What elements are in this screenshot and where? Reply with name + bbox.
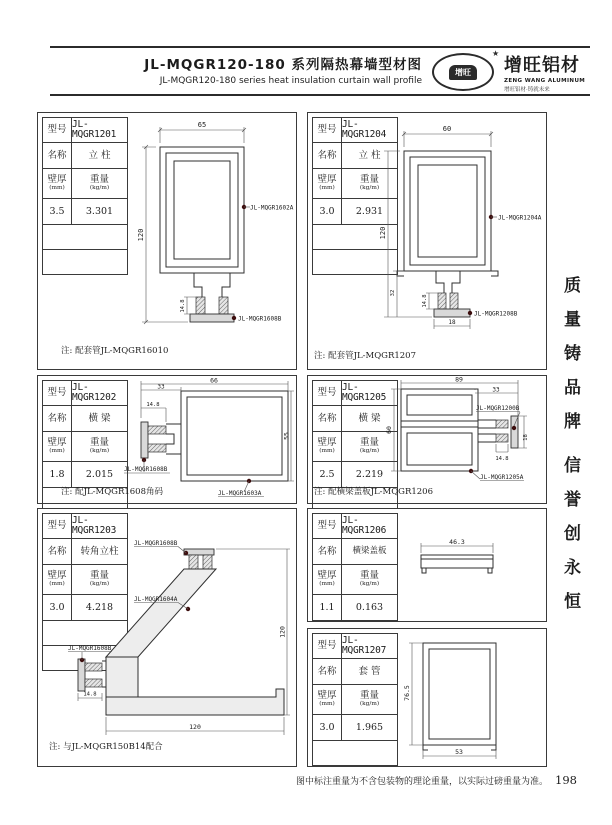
name-value: 套 管 (358, 665, 381, 677)
thickness-value: 3.0 (313, 199, 342, 224)
brand-slogan: 增旺铝材·铸就未来 (504, 87, 550, 93)
part-label-a: JL-MQGR1200B (476, 405, 520, 412)
thickness-value: 3.0 (43, 595, 72, 620)
dim-small: 14.8 (83, 691, 97, 698)
name-value: 横 梁 (358, 412, 381, 424)
thickness-header: 壁厚 (mm) (313, 565, 342, 594)
weight-value: 2.015 (85, 468, 114, 480)
footer-note: 图中标注重量为不含包装物的理论重量，以实际过磅重量为准。 (296, 777, 549, 787)
dim-top: 65 (197, 121, 207, 129)
dim-bottom: 120 (189, 723, 201, 731)
model-header: 型号 (43, 381, 72, 405)
name-value: 转角立柱 (80, 545, 119, 557)
panel-note: 注: 与JL-MQGR150B14配合 (49, 742, 163, 752)
weight-value: 2.931 (355, 205, 384, 217)
profile-drawing-1206 (308, 509, 546, 621)
model-header: 型号 (313, 634, 342, 658)
profile-panel-1204 (307, 112, 547, 370)
part-label-b: JL-MQGR1603A (218, 490, 262, 497)
weight-header: 重量 (kg/m) (359, 570, 380, 588)
part-label-mid: JL-MQGR1604A (134, 596, 178, 603)
model-header: 型号 (313, 118, 342, 142)
weight-header: 重量 (kg/m) (359, 437, 380, 455)
header-rule-bottom (50, 94, 590, 96)
page-subtitle: JL-MQGR120-180 series heat insulation curtain wall profile (159, 76, 422, 86)
weight-value: 4.218 (85, 601, 114, 613)
model-value: JL-MQGR1201 (72, 119, 117, 140)
model-header: 型号 (43, 514, 72, 538)
dim-bottom: 53 (455, 748, 463, 756)
name-header: 名称 (313, 659, 342, 684)
model-value: JL-MQGR1205 (342, 382, 387, 403)
profile-panel-1205 (307, 375, 547, 504)
name-header: 名称 (313, 143, 342, 168)
profile-panel-1202 (37, 375, 297, 504)
dim-lower: 32 (390, 289, 396, 297)
weight-header: 重量 (kg/m) (359, 690, 380, 708)
profile-drawing-1205 (308, 376, 546, 503)
name-value: 立 柱 (88, 149, 111, 161)
profile-drawing-1207 (308, 629, 546, 766)
model-value: JL-MQGR1203 (72, 515, 117, 536)
thickness-value: 3.0 (313, 715, 342, 740)
sidebar-slogan-line2: 信誉创永恒 (560, 456, 580, 626)
thickness-header: 壁厚 (mm) (313, 432, 342, 461)
thickness-value: 2.5 (313, 462, 342, 487)
dim-sub: 33 (492, 386, 500, 394)
model-header: 型号 (313, 514, 342, 538)
name-header: 名称 (43, 539, 72, 564)
dim-left: 120 (379, 226, 387, 240)
logo-emblem-icon (432, 53, 494, 91)
thickness-value: 1.1 (313, 595, 342, 620)
dim-right: 55 (282, 432, 291, 440)
weight-value: 2.219 (355, 468, 384, 480)
brand-name-en: ZENG WANG ALUMINUM (504, 78, 586, 84)
part-label-b: JL-MQGR1208B (474, 310, 518, 318)
part-label-b: JL-MQGR1608B (238, 315, 282, 323)
dim-small: 14.8 (180, 299, 186, 313)
profile-drawing-1204 (308, 113, 546, 369)
name-header: 名称 (313, 406, 342, 431)
part-label-a: JL-MQGR1602A (250, 204, 294, 212)
sidebar-slogan-line1: 质量铸品牌 (560, 276, 580, 446)
page-title-block (50, 53, 422, 86)
dim-sub: 33 (157, 383, 165, 391)
model-value: JL-MQGR1204 (342, 119, 387, 140)
dim-right: 120 (278, 626, 287, 638)
profile-panel-1207 (307, 628, 547, 767)
weight-header: 重量 (kg/m) (89, 437, 110, 455)
weight-header: 重量 (kg/m) (89, 570, 110, 588)
dim-top: 46.3 (449, 538, 465, 546)
part-label-b: JL-MQGR1205A (480, 474, 524, 481)
part-label-left: JL-MQGR1608B (68, 645, 112, 652)
profile-drawing-1202 (38, 376, 296, 503)
star-icon: ★ (492, 49, 500, 58)
name-header: 名称 (313, 539, 342, 564)
thickness-header: 壁厚 (mm) (313, 685, 342, 714)
dim-small: 14.8 (495, 456, 509, 462)
panel-note: 注: 配套管JL-MQGR16010 (61, 346, 169, 356)
model-header: 型号 (43, 118, 72, 142)
thickness-value: 3.5 (43, 199, 72, 224)
model-value: JL-MQGR1207 (342, 635, 387, 656)
dim-left: 120 (137, 228, 145, 242)
thickness-header: 壁厚 (mm) (43, 169, 72, 198)
thickness-header: 壁厚 (mm) (43, 565, 72, 594)
part-label-a: JL-MQGR1204A (498, 214, 542, 222)
thickness-header: 壁厚 (mm) (313, 169, 342, 198)
panel-note: 注: 配套管JL-MQGR1207 (314, 351, 416, 361)
page-title: JL-MQGR120-180 系列隔热幕墙型材图 (144, 57, 422, 73)
name-value: 立 柱 (358, 149, 381, 161)
panel-note: 注: 配横梁盖板JL-MQGR1206 (314, 487, 433, 497)
name-value: 横 梁 (88, 412, 111, 424)
page-number: 198 (555, 773, 577, 787)
weight-value: 0.163 (355, 601, 384, 613)
dim-bottom: 18 (448, 319, 456, 326)
model-value: JL-MQGR1206 (342, 515, 387, 536)
part-label-a: JL-MQGR1608B (124, 466, 168, 473)
dim-top: 60 (442, 125, 452, 133)
weight-header: 重量 (kg/m) (359, 174, 380, 192)
profile-panel-1206 (307, 508, 547, 622)
profile-panel-1201 (37, 112, 297, 370)
dim-left: 76.5 (403, 685, 411, 701)
brand-text-block (504, 51, 590, 93)
logo-emblem-text: 增旺 (449, 65, 477, 80)
thickness-value: 1.8 (43, 462, 72, 487)
model-header: 型号 (313, 381, 342, 405)
profile-drawing-1203 (38, 509, 296, 766)
weight-header: 重量 (kg/m) (89, 174, 110, 192)
name-header: 名称 (43, 143, 72, 168)
dim-small: 14.8 (146, 402, 160, 408)
model-value: JL-MQGR1202 (72, 382, 117, 403)
dim-top: 89 (455, 376, 463, 384)
dim-top: 66 (210, 376, 218, 385)
part-label-top: JL-MQGR1608B (134, 540, 178, 547)
weight-value: 1.965 (355, 721, 384, 733)
profile-panel-1203 (37, 508, 297, 767)
dim-right: 18 (523, 434, 529, 441)
thickness-header: 壁厚 (mm) (43, 432, 72, 461)
dim-small: 14.8 (422, 294, 428, 308)
name-header: 名称 (43, 406, 72, 431)
brand-logo (432, 51, 590, 93)
profile-drawing-1201 (38, 113, 296, 369)
panel-note: 注: 配JL-MQGR1608角码 (61, 487, 163, 497)
dim-left: 60 (385, 426, 393, 434)
brand-name-cn: 增旺铝材 (504, 55, 580, 76)
name-value: 横梁盖板 (352, 546, 387, 557)
weight-value: 3.301 (85, 205, 114, 217)
footer (296, 773, 577, 787)
header-rule-top (50, 46, 590, 48)
